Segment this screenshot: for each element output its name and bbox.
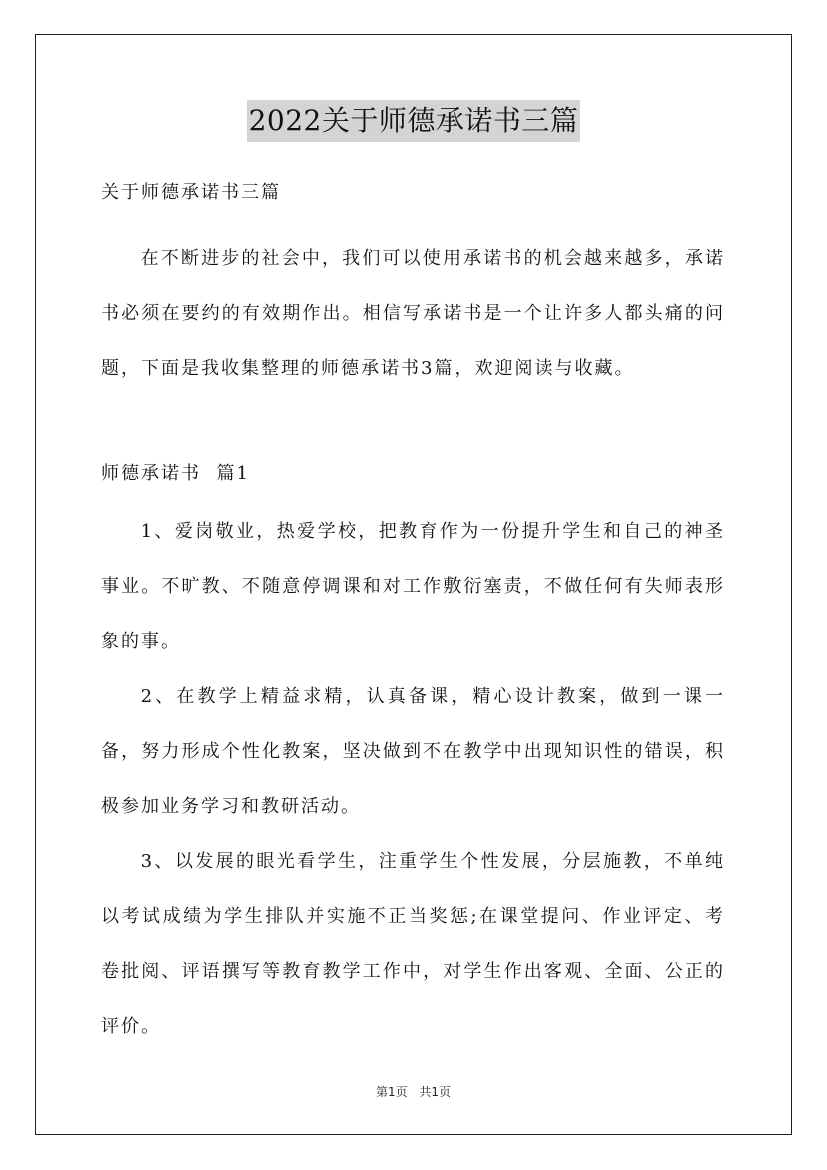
title-container (0, 100, 827, 142)
page-total: 共1页 (419, 1085, 452, 1099)
document-title: 2022关于师德承诺书三篇 (247, 100, 581, 142)
page-number: 第1页 (375, 1085, 408, 1099)
list-item: 2、在教学上精益求精，认真备课，精心设计教案，做到一课一备，努力形成个性化教案，坚决做到不在教学中出现知识性的错误，积极参加业务学习和教研活动。 (101, 686, 725, 817)
page-footer (0, 1083, 827, 1100)
document-subtitle: 关于师德承诺书三篇 (101, 182, 281, 203)
intro-paragraph: 在不断进步的社会中，我们可以使用承诺书的机会越来越多，承诺书必须在要约的有效期作出。相信写承诺书是一个让许多人都头痛的问题，下面是我收集整理的师德承诺书3篇，欢迎阅读与收藏。 (101, 248, 725, 379)
section-heading: 师德承诺书 篇1 (101, 463, 250, 484)
list-item: 3、以发展的眼光看学生，注重学生个性发展，分层施教，不单纯以考试成绩为学生排队并实施不正当奖惩;在课堂提问、作业评定、考卷批阅、评语撰写等教育教学工作中，对学生作出客观、全面、公正的评价。 (101, 851, 725, 1037)
document-body (101, 175, 725, 1054)
list-item: 1、爱岗敬业，热爱学校，把教育作为一份提升学生和自己的神圣事业。不旷教、不随意停调课和对工作敷衍塞责，不做任何有失师表形象的事。 (101, 521, 725, 652)
commitment-list (101, 504, 725, 1054)
